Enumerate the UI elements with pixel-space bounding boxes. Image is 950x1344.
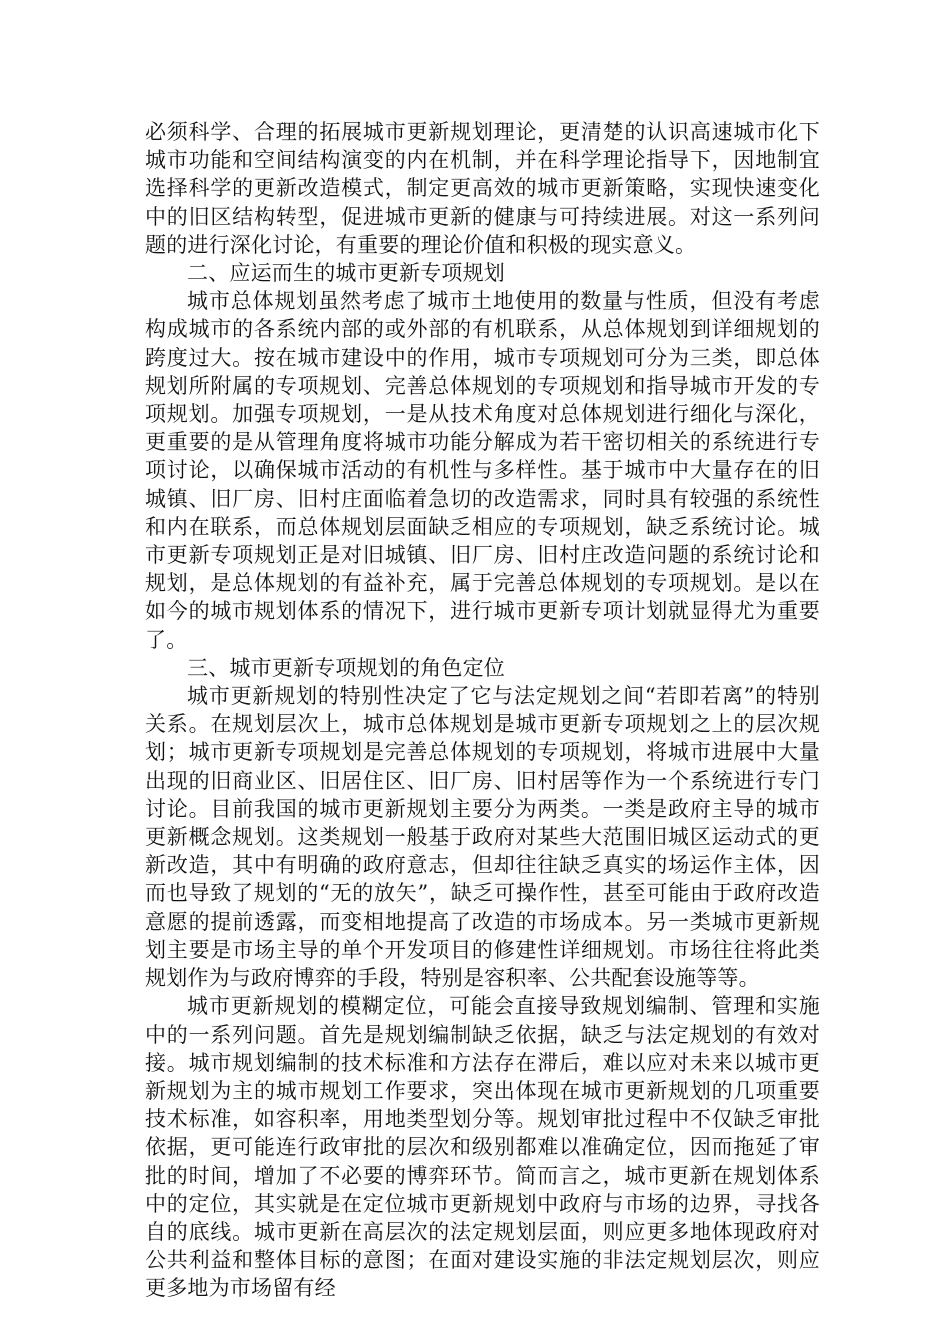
paragraph-section-3-part-1: 城市更新规划的特别性决定了它与法定规划之间“若即若离”的特别关系。在规划层次上，城市总体规划是城市更新专项规划之上的层次规划；城市更新专项规划是完善总体规划的专项规划，将城市进展中大量出现的旧商业区、旧居住区、旧厂房、旧村居等作为一个系统进行专门讨论。目前我国的城市更新规划主要分为两类。一类是政府主导的城市更新概念规划。这类规划一般基于政府对某些大范围旧城区运动式的更新改造，其中有明确的政府意志，但却往往缺乏真实的场运作主体，因而也导致了规划的“无的放矢”，缺乏可操作性，甚至可能由于政府改造意愿的提前透露，而变相地提高了改造的市场成本。另一类城市更新规划主要是市场主导的单个开发项目的修建性详细规划。市场往往将此类规划作为与政府博弈的手段，特别是容积率、公共配套设施等等。 (145, 684, 820, 991)
document-page (145, 118, 820, 1303)
paragraph-section-2: 城市总体规划虽然考虑了城市土地使用的数量与性质，但没有考虑构成城市的各系统内部的或外部的有机联系，从总体规划到详细规划的跨度过大。按在城市建设中的作用，城市专项规划可分为三类，即总体规划所附属的专项规划、完善总体规划的专项规划和指导城市开发的专项规划。加强专项规划，一是从技术角度对总体规划进行细化与深化，更重要的是从管理角度将城市功能分解成为若干密切相关的系统进行专项讨论，以确保城市活动的有机性与多样性。基于城市中大量存在的旧城镇、旧厂房、旧村庄面临着急切的改造需求，同时具有较强的系统性和内在联系，而总体规划层面缺乏相应的专项规划，缺乏系统讨论。城市更新专项规划正是对旧城镇、旧厂房、旧村庄改造问题的系统讨论和规划，是总体规划的有益补充，属于完善总体规划的专项规划。是以在如今的城市规划体系的情况下，进行城市更新专项计划就显得尤为重要了。 (145, 289, 820, 652)
paragraph-intro: 必须科学、合理的拓展城市更新规划理论，更清楚的认识高速城市化下城市功能和空间结构演变的内在机制，并在科学理论指导下，因地制宜选择科学的更新改造模式，制定更高效的城市更新策略，实现快速变化中的旧区结构转型，促进城市更新的健康与可持续进展。对这一系列问题的进行深化讨论，有重要的理论价值和积极的现实意义。 (145, 120, 820, 257)
section-heading-3: 三、城市更新专项规划的角色定位 (187, 655, 505, 680)
section-heading-2: 二、应运而生的城市更新专项规划 (187, 261, 505, 286)
paragraph-section-3-part-2: 城市更新规划的模糊定位，可能会直接导致规划编制、管理和实施中的一系列问题。首先是规划编制缺乏依据，缺乏与法定规划的有效对接。城市规划编制的技术标准和方法存在滞后，难以应对未来以城市更新规划为主的城市规划工作要求，突出体现在城市更新规划的几项重要技术标准，如容积率，用地类型划分等。规划审批过程中不仅缺乏审批依据，更可能连行政审批的层次和级别都难以准确定位，因而拖延了审批的时间，增加了不必要的博弈环节。简而言之，城市更新在规划体系中的定位，其实就是在定位城市更新规划中政府与市场的边界，寻找各自的底线。城市更新在高层次的法定规划层面，则应更多地体现政府对公共利益和整体目标的意图；在面对建设实施的非法定规划层次，则应更多地为市场留有经 (145, 994, 820, 1301)
